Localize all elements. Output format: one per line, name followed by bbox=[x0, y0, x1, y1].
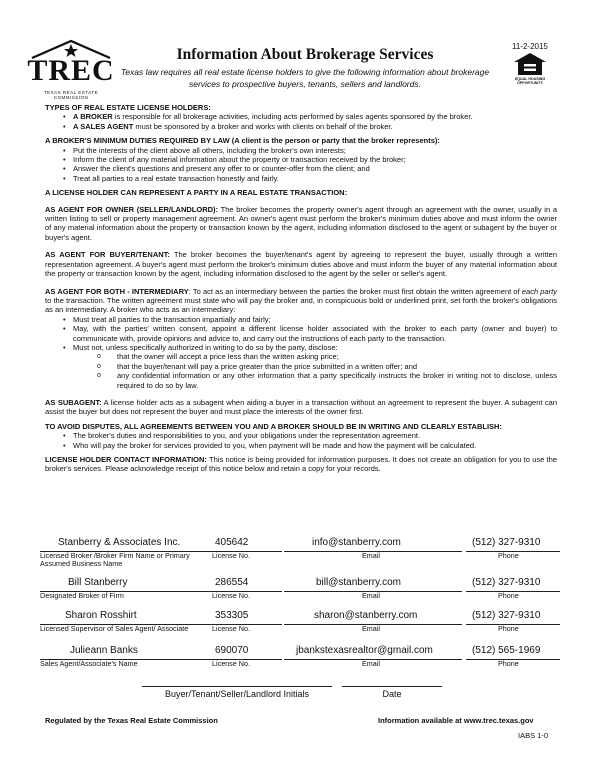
phone-value[interactable]: (512) 327-9310 bbox=[472, 577, 541, 588]
license-label: License No. bbox=[212, 551, 250, 560]
intermediary-italic: each party bbox=[521, 286, 557, 296]
email-value[interactable]: jbankstexasrealtor@gmail.com bbox=[296, 645, 433, 656]
footer-regulated: Regulated by the Texas Real Estate Commission bbox=[45, 716, 218, 725]
phone-label: Phone bbox=[498, 551, 519, 560]
equal-housing-text: EQUAL HOUSING OPPORTUNITY bbox=[514, 77, 546, 85]
phone-value[interactable]: (512) 327-9310 bbox=[472, 537, 541, 548]
role-label: Licensed Supervisor of Sales Agent/ Associate bbox=[40, 624, 189, 633]
name-value[interactable]: Bill Stanberry bbox=[68, 577, 128, 588]
footer-info-link[interactable]: Information available at www.trec.texas.gov bbox=[378, 716, 534, 725]
list-item: • Put the interests of the client above all others, including the broker's own interests; bbox=[63, 146, 557, 155]
owner-agent-text: The broker becomes the property owner's agent through an agreement with the owner, usually in a written listing to sell or property management agreement. An owner's agent must perform the broker's minimum duties above and must inform the owner of any material information about the property or transaction known by the agent, including information disclosed to the agent or subagent by the buyer or buyer's agent. bbox=[45, 204, 557, 242]
phone-value[interactable]: (512) 327-9310 bbox=[472, 610, 541, 621]
equal-housing-icon bbox=[511, 52, 549, 76]
trec-logo bbox=[26, 38, 116, 98]
buyer-agent-paragraph bbox=[45, 250, 557, 278]
list-item: • Inform the client of any material information about the property or transaction received by the broker; bbox=[63, 155, 557, 164]
types-heading: TYPES OF REAL ESTATE LICENSE HOLDERS: bbox=[45, 103, 211, 112]
broker-term: A BROKER bbox=[73, 112, 113, 122]
duties-heading: A BROKER'S MINIMUM DUTIES REQUIRED BY LAW (A client is the person or party that the broker represents): bbox=[45, 136, 440, 146]
sales-agent-row bbox=[40, 645, 560, 679]
license-value[interactable]: 286554 bbox=[215, 577, 249, 588]
list-item: • May, with the parties' written consent, appoint a different license holder associated with the broker to each party (owner and buyer) to communicate with, provide opinions and advice to, and carry out the instructions of each party to the transaction. bbox=[63, 324, 557, 343]
list-item: • Treat all parties to a real estate transaction honestly and fairly. bbox=[63, 174, 557, 183]
date-label: Date bbox=[382, 689, 402, 699]
page-title: Information About Brokerage Services bbox=[176, 46, 434, 63]
buyer-agent-lead: AS AGENT FOR BUYER/TENANT: bbox=[45, 250, 170, 260]
broker-firm-row bbox=[40, 537, 560, 571]
email-value[interactable]: info@stanberry.com bbox=[312, 537, 401, 548]
contact-text: This notice is being provided for information purposes. It does not create an obligation for you to use the broker's services. Please acknowledge receipt of this notice below and retain a copy for your records. bbox=[45, 455, 557, 474]
role-label: Designated Broker of Firm bbox=[40, 591, 124, 600]
intermediary-text-2: to the transaction. The written agreement must state who will pay the broker and, in conspicuous bold or underlined print, set forth the broker's obligations as an intermediary. A broker who acts as an intermediary: bbox=[45, 295, 557, 315]
list-item: • Answer the client's questions and present any offer to or counter-offer from the client; and bbox=[63, 164, 557, 173]
logo-text: TREC bbox=[27, 54, 115, 87]
license-value[interactable]: 353305 bbox=[215, 610, 249, 621]
phone-value[interactable]: (512) 565-1969 bbox=[472, 645, 541, 656]
subagent-paragraph bbox=[45, 398, 557, 417]
page-subtitle: Texas law requires all real estate license holders to give the following information about brokerage services to prospective buyers, tenants, sellers and landlords. bbox=[120, 67, 490, 89]
form-id: IABS 1-0 bbox=[518, 731, 549, 740]
license-label: License No. bbox=[212, 659, 250, 668]
subagent-lead: AS SUBAGENT: bbox=[45, 397, 102, 407]
supervisor-row bbox=[40, 610, 560, 644]
sales-agent-term: A SALES AGENT bbox=[73, 121, 134, 131]
intermediary-text-1: : To act as an intermediary between the parties the broker must first obtain the written agreement of bbox=[188, 286, 522, 296]
sub-list-item: o any confidential information or any other information that a party specifically instructs the broker in writing not to disclose, unless required to do so by law. bbox=[97, 371, 557, 390]
disputes-list bbox=[63, 431, 557, 450]
license-value[interactable]: 690070 bbox=[215, 645, 249, 656]
contact-paragraph bbox=[45, 455, 557, 474]
role-label: Licensed Broker /Broker Firm Name or Primary Assumed Business Name bbox=[40, 551, 190, 568]
contact-lead: LICENSE HOLDER CONTACT INFORMATION: bbox=[45, 455, 207, 464]
owner-agent-paragraph bbox=[45, 205, 557, 243]
sales-agent-definition: must be sponsored by a broker and works with clients on behalf of the broker. bbox=[133, 121, 393, 131]
designated-broker-row bbox=[40, 577, 560, 611]
broker-definition: is responsible for all brokerage activities, including acts performed by sales agents sponsored by the broker. bbox=[112, 112, 473, 122]
list-item bbox=[63, 122, 557, 131]
disputes-heading: TO AVOID DISPUTES, ALL AGREEMENTS BETWEEN YOU AND A BROKER SHOULD BE IN WRITING AND CLEARLY ESTABLISH: bbox=[45, 421, 502, 431]
name-value[interactable]: Stanberry & Associates Inc. bbox=[58, 537, 181, 548]
sub-list-item: o that the owner will accept a price less than the written asking price; bbox=[97, 352, 557, 361]
role-label: Sales Agent/Associate's Name bbox=[40, 659, 138, 668]
date-field[interactable] bbox=[342, 686, 442, 687]
email-value[interactable]: bill@stanberry.com bbox=[316, 577, 401, 588]
form-date: 11-2-2015 bbox=[512, 42, 548, 51]
phone-label: Phone bbox=[498, 624, 519, 633]
logo-subtext: TEXAS REAL ESTATE COMMISSION bbox=[43, 90, 99, 100]
types-list bbox=[63, 112, 557, 131]
list-item: • Who will pay the broker for services provided to you, when payment will be made and how the payment will be calculated. bbox=[63, 441, 557, 450]
license-value[interactable]: 405642 bbox=[215, 537, 249, 548]
initials-label: Buyer/Tenant/Seller/Landlord Initials bbox=[164, 689, 310, 699]
license-label: License No. bbox=[212, 591, 250, 600]
phone-label: Phone bbox=[498, 659, 519, 668]
name-value[interactable]: Sharon Rosshirt bbox=[65, 610, 137, 621]
email-value[interactable]: sharon@stanberry.com bbox=[314, 610, 418, 621]
name-value[interactable]: Julieann Banks bbox=[70, 645, 138, 656]
email-label: Email bbox=[362, 659, 380, 668]
list-item bbox=[63, 112, 557, 121]
duties-list bbox=[63, 146, 557, 184]
buyer-agent-text: The broker becomes the buyer/tenant's agent by agreeing to represent the buyer, usually through a written representation agreement. A buyer's agent must perform the broker's minimum duties above and must inform the buyer of any material information about the property or transaction known by the agent, including information disclosed to the agent by the seller or seller's agent. bbox=[45, 250, 558, 279]
equal-housing-logo bbox=[511, 52, 549, 86]
list-item: • Must treat all parties to the transaction impartially and fairly; bbox=[63, 315, 557, 324]
email-label: Email bbox=[362, 591, 380, 600]
email-label: Email bbox=[362, 624, 380, 633]
document-body bbox=[45, 103, 557, 479]
license-label: License No. bbox=[212, 624, 250, 633]
intermediary-lead: AS AGENT FOR BOTH - INTERMEDIARY bbox=[45, 286, 189, 296]
email-label: Email bbox=[362, 551, 380, 560]
owner-agent-lead: AS AGENT FOR OWNER (SELLER/LANDLORD): bbox=[45, 204, 219, 214]
represent-heading: A LICENSE HOLDER CAN REPRESENT A PARTY IN A REAL ESTATE TRANSACTION: bbox=[45, 188, 348, 198]
phone-label: Phone bbox=[498, 591, 519, 600]
subagent-text: A license holder acts as a subagent when aiding a buyer in a transaction without an agreement to represent the buyer. A subagent can assist the buyer but does not represent the buyer and must place the interests of the owner first. bbox=[45, 397, 557, 417]
disclosure-list bbox=[97, 352, 557, 390]
intermediary-list bbox=[63, 315, 557, 390]
intermediary-paragraph bbox=[45, 287, 557, 315]
list-item bbox=[63, 343, 557, 390]
list-item-text: Must not, unless specifically authorized in writing to do so by the party, disclose: bbox=[73, 342, 338, 352]
initials-field[interactable] bbox=[142, 686, 332, 687]
sub-list-item: o that the buyer/tenant will pay a price greater than the price submitted in a written offer; and bbox=[97, 362, 557, 371]
list-item: • The broker's duties and responsibilities to you, and your obligations under the representation agreement. bbox=[63, 431, 557, 440]
